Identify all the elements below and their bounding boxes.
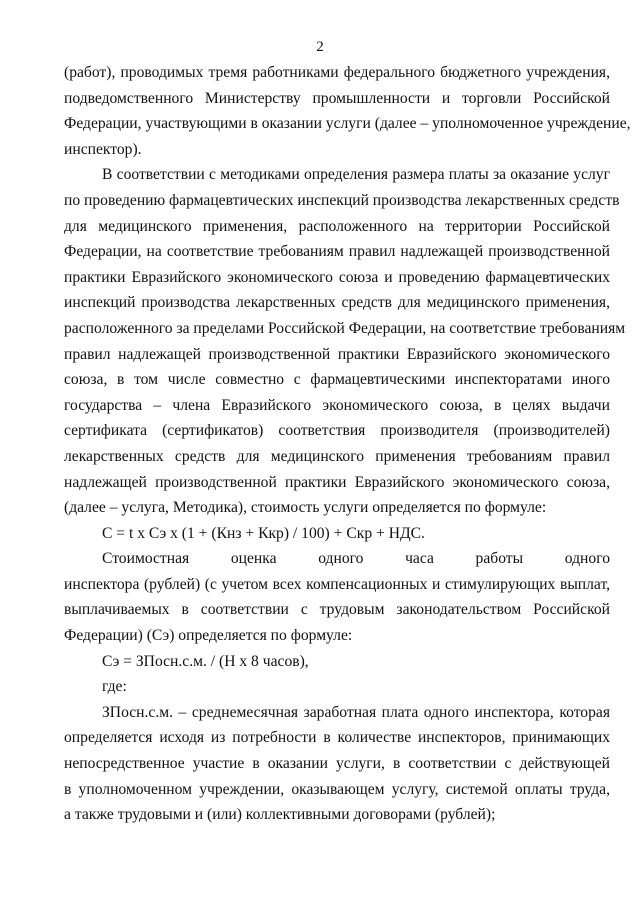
text-line: Стоимостная оценка одного часа работы одного — [102, 550, 610, 568]
text-line: (далее – услуга, Методика), стоимость услуги определяется по формуле: — [64, 499, 547, 517]
text-line: выплачиваемых в соответствии с трудовым законодательством Российской — [64, 601, 610, 619]
text-line: С = t x Сэ x (1 + (Кнз + Ккр) / 100) + Скр + НДС. — [102, 524, 425, 542]
text-line: государства – члена Евразийского экономического союза, в целях выдачи — [64, 396, 610, 414]
text-line: определяется исходя из потребности в количестве инспекторов, принимающих — [64, 729, 610, 747]
text-line: в уполномоченном учреждении, оказывающем услугу, системой оплаты труда, — [64, 780, 610, 798]
formula-main — [64, 521, 610, 547]
formula-hour-cost — [64, 649, 610, 675]
text-line: а также трудовыми и (или) коллективными договорами (рублей); — [64, 806, 496, 824]
text-line: где: — [102, 678, 127, 696]
text-line: непосредственное участие в оказании услуги, в соответствии с действующей — [64, 755, 610, 773]
text-line: инспекций производства лекарственных средств для медицинского применения, — [64, 294, 610, 312]
where-label — [64, 674, 610, 700]
text-line: Сэ = ЗПосн.с.м. / (Н x 8 часов), — [102, 652, 309, 670]
text-line: лекарственных средств для медицинского применения требованиям правил — [64, 447, 610, 465]
text-line: подведомственного Министерству промышленности и торговли Российской — [64, 89, 610, 107]
text-line: надлежащей производственной практики Евразийского экономического союза, — [64, 473, 610, 491]
text-line: ЗПосн.с.м. – среднемесячная заработная плата одного инспектора, которая — [102, 703, 610, 721]
paragraph-hour-cost — [64, 546, 610, 648]
text-line: для медицинского применения, расположенного на территории Российской — [64, 217, 610, 235]
text-line: Федерации, на соответствие требованиям правил надлежащей производственной — [64, 243, 610, 261]
text-line: (работ), проводимых тремя работниками федерального бюджетного учреждения, — [64, 64, 610, 81]
page-number: 2 — [316, 39, 324, 55]
text-line: сертификата (сертификатов) соответствия производителя (производителей) — [64, 422, 610, 440]
text-line: инспектор). — [64, 140, 142, 158]
text-line: расположенного за пределами Российской Федерации, на соответствие требованиям — [64, 319, 626, 337]
text-line: В соответствии с методиками определения размера платы за оказание услуг — [102, 166, 610, 184]
document-body — [64, 60, 631, 828]
text-line: союза, в том числе совместно с фармацевтическими инспекторатами иного — [64, 371, 610, 389]
paragraph-salary-definition — [64, 700, 610, 828]
text-line: инспектора (рублей) (с учетом всех компенсационных и стимулирующих выплат, — [64, 575, 610, 593]
text-line: Федерации) (Сэ) определяется по формуле: — [64, 627, 353, 645]
text-line: по проведению фармацевтических инспекций производства лекарственных средств — [64, 191, 620, 209]
text-line: практики Евразийского экономического союза и проведению фармацевтических — [64, 268, 610, 286]
text-line: Федерации, участвующими в оказании услуги (далее – уполномоченное учреждение, — [64, 115, 631, 133]
paragraph-continuation — [64, 60, 631, 162]
paragraph-methodology — [64, 162, 626, 520]
text-line: правил надлежащей производственной практики Евразийского экономического — [64, 345, 610, 363]
